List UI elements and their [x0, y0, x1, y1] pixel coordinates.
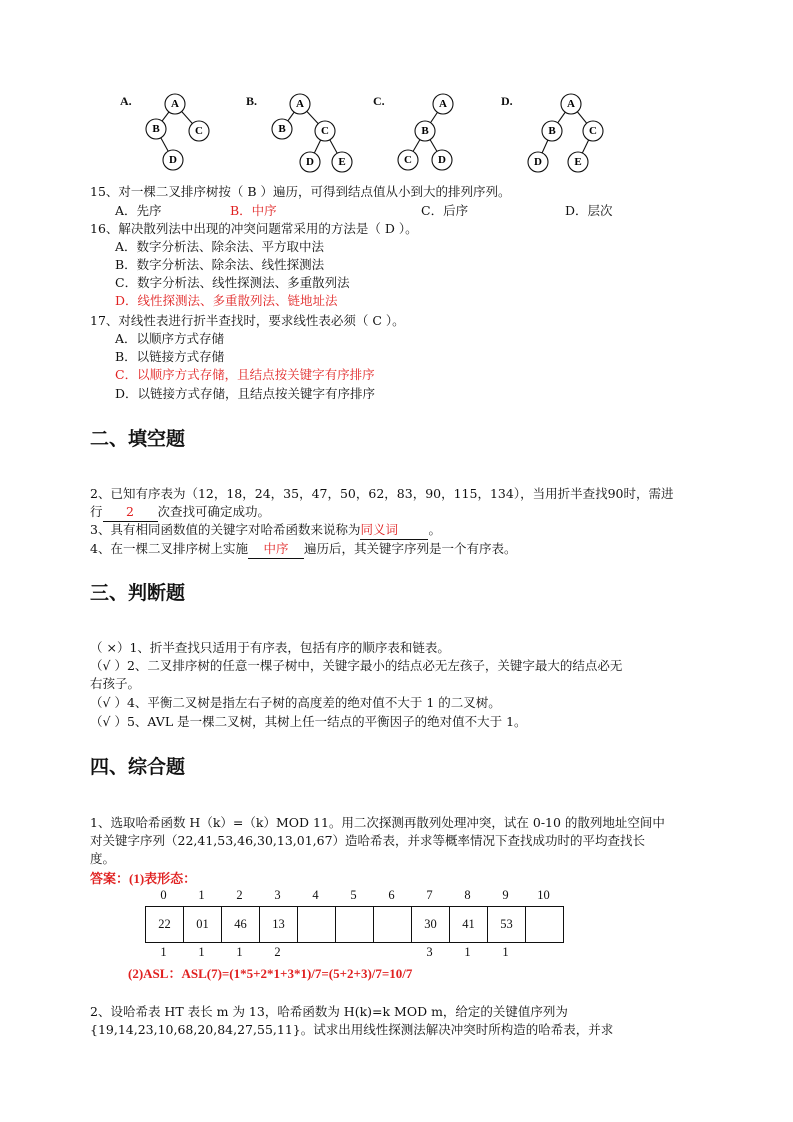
- section-title-comprehensive: 四、综合题: [90, 756, 186, 778]
- svg-text:C: C: [589, 125, 597, 137]
- q16-option-d: D．线性探测法、多重散列法、链地址法: [115, 293, 338, 308]
- probe-count: 3: [426, 945, 433, 959]
- hash-cell: 22: [146, 907, 184, 943]
- sec4-q1-line2: 对关键字序列（22,41,53,46,30,13,01,67）造哈希表，并求等概率情况下查找成功时的平均查找长: [90, 833, 646, 848]
- svg-text:E: E: [574, 156, 582, 168]
- hash-cell: 46: [222, 907, 260, 943]
- hash-cell: 30: [412, 907, 450, 943]
- hash-address: 2: [236, 888, 243, 902]
- hash-address: 3: [274, 888, 281, 902]
- sec4-answer-label: 答案：(1)表形态：: [90, 871, 197, 886]
- probe-count: 1: [236, 945, 243, 959]
- q16-stem: 16、解决散列法中出现的冲突问题常采用的方法是（ D ）。: [90, 221, 418, 236]
- tree-a-node-b: [146, 119, 166, 139]
- q16-option-a: A．数字分析法、除余法、平方取中法: [115, 239, 325, 254]
- hash-address: 1: [198, 888, 205, 902]
- svg-text:A: A: [171, 98, 179, 110]
- svg-text:A: A: [296, 98, 304, 110]
- q16-option-b: B．数字分析法、除余法、线性探测法: [115, 257, 325, 272]
- probe-count: 1: [464, 945, 471, 959]
- hash-address: 8: [464, 888, 471, 902]
- tree-c-node-c: [398, 150, 418, 170]
- sec4-q2-line1: 2、设哈希表 HT 表长 m 为 13，哈希函数为 H(k)=k MOD m，给定的关键值序列为: [90, 1004, 568, 1019]
- tree-b-node-a: [290, 94, 310, 114]
- q17-stem: 17、对线性表进行折半查找时，要求线性表必须（ C ）。: [90, 313, 405, 328]
- svg-text:C: C: [195, 125, 203, 137]
- q15-option-b: B．中序: [230, 203, 277, 218]
- q17-option-d: D．以链接方式存储，且结点按关键字有序排序: [115, 386, 376, 401]
- svg-text:D: D: [438, 154, 446, 166]
- svg-text:C: C: [404, 154, 412, 166]
- option-d-label: D.: [501, 94, 513, 108]
- hash-cell: [298, 907, 336, 943]
- q15-option-d: D．层次: [565, 203, 613, 218]
- probe-count: 1: [502, 945, 509, 959]
- svg-text:D: D: [169, 154, 177, 166]
- sec2-q2-line2: 行 2 次查找可确定成功。: [90, 503, 270, 522]
- q15-stem: 15、对一棵二叉排序树按（ B ）遍历，可得到结点值从小到大的排列序列。: [90, 184, 511, 199]
- tree-c-node-b: [415, 121, 435, 141]
- tree-d-node-a: [561, 94, 581, 114]
- tree-b-node-e: [332, 152, 352, 172]
- probe-count: 1: [198, 945, 205, 959]
- hash-cell: 41: [450, 907, 488, 943]
- hash-table-row: [146, 907, 564, 943]
- svg-text:E: E: [338, 156, 346, 168]
- hash-address-row: [145, 888, 563, 906]
- tree-d-node-e: [568, 152, 588, 172]
- sec2-q3-answer: 同义词: [360, 521, 428, 540]
- hash-cell: [336, 907, 374, 943]
- tree-a-node-c: [189, 121, 209, 141]
- svg-text:A: A: [439, 98, 447, 110]
- option-c-label: C.: [373, 94, 385, 108]
- probe-count: 1: [160, 945, 167, 959]
- hash-table: [145, 906, 564, 943]
- hash-address: 10: [537, 888, 550, 902]
- sec4-q1-line3: 度。: [90, 851, 116, 866]
- svg-text:B: B: [152, 123, 160, 135]
- svg-text:B: B: [548, 125, 556, 137]
- hash-address: 0: [160, 888, 167, 902]
- tree-a-node-d: [163, 150, 183, 170]
- q17-option-a: A．以顺序方式存储: [115, 331, 225, 346]
- q16-option-c: C．数字分析法、线性探测法、多重散列法: [115, 275, 350, 290]
- hash-cell: [526, 907, 564, 943]
- hash-address: 5: [350, 888, 357, 902]
- tree-c-node-d: [432, 150, 452, 170]
- section-title-fill-in: 二、填空题: [90, 428, 186, 450]
- q15-option-c: C．后序: [421, 203, 469, 218]
- tree-d-node-d: [528, 152, 548, 172]
- tree-d-node-b: [542, 121, 562, 141]
- sec4-q2-line2: {19,14,23,10,68,20,84,27,55,11}。试求出用线性探测法解决冲突时所构造的哈希表，并求: [90, 1022, 614, 1037]
- probe-count-row: [145, 945, 563, 963]
- q17-option-b: B．以链接方式存储: [115, 349, 225, 364]
- hash-cell: 53: [488, 907, 526, 943]
- sec3-item-5: （√ ）5、AVL 是一棵二叉树，其树上任一结点的平衡因子的绝对值不大于 1。: [90, 714, 527, 729]
- tree-b-node-c: [315, 121, 335, 141]
- sec3-item-1: （ ×）1、折半查找只适用于有序表，包括有序的顺序表和链表。: [90, 640, 450, 655]
- sec3-item-4: （√ ）4、平衡二叉树是指左右子树的高度差的绝对值不大于 1 的二叉树。: [90, 695, 501, 710]
- sec2-q4-answer: 中序: [248, 540, 304, 559]
- tree-b-node-b: [272, 119, 292, 139]
- option-a-label: A.: [120, 94, 132, 108]
- svg-text:B: B: [278, 123, 286, 135]
- q15-option-a: A．先序: [115, 203, 162, 218]
- svg-text:D: D: [534, 156, 542, 168]
- hash-cell: [374, 907, 412, 943]
- hash-address: 4: [312, 888, 319, 902]
- hash-cell: 13: [260, 907, 298, 943]
- tree-c-node-a: [433, 94, 453, 114]
- tree-d: [528, 94, 603, 172]
- sec2-q4: 4、在一棵二叉排序树上实施 中序 遍历后，其关键字序列是一个有序表。: [90, 540, 516, 559]
- hash-cell: 01: [184, 907, 222, 943]
- tree-a: [146, 94, 209, 170]
- tree-d-node-c: [583, 121, 603, 141]
- sec2-q3: 3、具有相同函数值的关键字对哈希函数来说称为同义词 。: [90, 521, 441, 540]
- hash-address: 9: [502, 888, 509, 902]
- option-b-label: B.: [246, 94, 258, 108]
- sec4-q1-line1: 1、选取哈希函数 H（k）=（k）MOD 11。用二次探测再散列处理冲突，试在 0-10 的散列地址空间中: [90, 815, 665, 830]
- svg-text:D: D: [306, 156, 314, 168]
- probe-count: 2: [274, 945, 281, 959]
- svg-text:C: C: [321, 125, 329, 137]
- hash-address: 6: [388, 888, 395, 902]
- sec3-item-2-line1: （√ ）2、二叉排序树的任意一棵子树中，关键字最小的结点必无左孩子，关键字最大的结点必无: [90, 658, 623, 673]
- asl-formula: (2)ASL：ASL(7)=(1*5+2*1+3*1)/7=(5+2+3)/7=10/7: [128, 966, 413, 981]
- section-title-judgement: 三、判断题: [90, 582, 186, 604]
- tree-a-node-a: [165, 94, 185, 114]
- tree-diagrams: [0, 0, 793, 180]
- tree-b-node-d: [300, 152, 320, 172]
- tree-b: [272, 94, 352, 172]
- sec2-q2-line1: 2、已知有序表为（12，18，24，35，47，50，62，83，90，115，134），当用折半查找90时，需进: [90, 486, 674, 501]
- svg-text:A: A: [567, 98, 575, 110]
- sec3-item-2-line2: 右孩子。: [90, 676, 141, 691]
- svg-text:B: B: [421, 125, 429, 137]
- sec2-q2-answer: 2: [103, 503, 158, 522]
- tree-c: [398, 94, 453, 170]
- hash-address: 7: [426, 888, 433, 902]
- q17-option-c: C．以顺序方式存储，且结点按关键字有序排序: [115, 367, 375, 382]
